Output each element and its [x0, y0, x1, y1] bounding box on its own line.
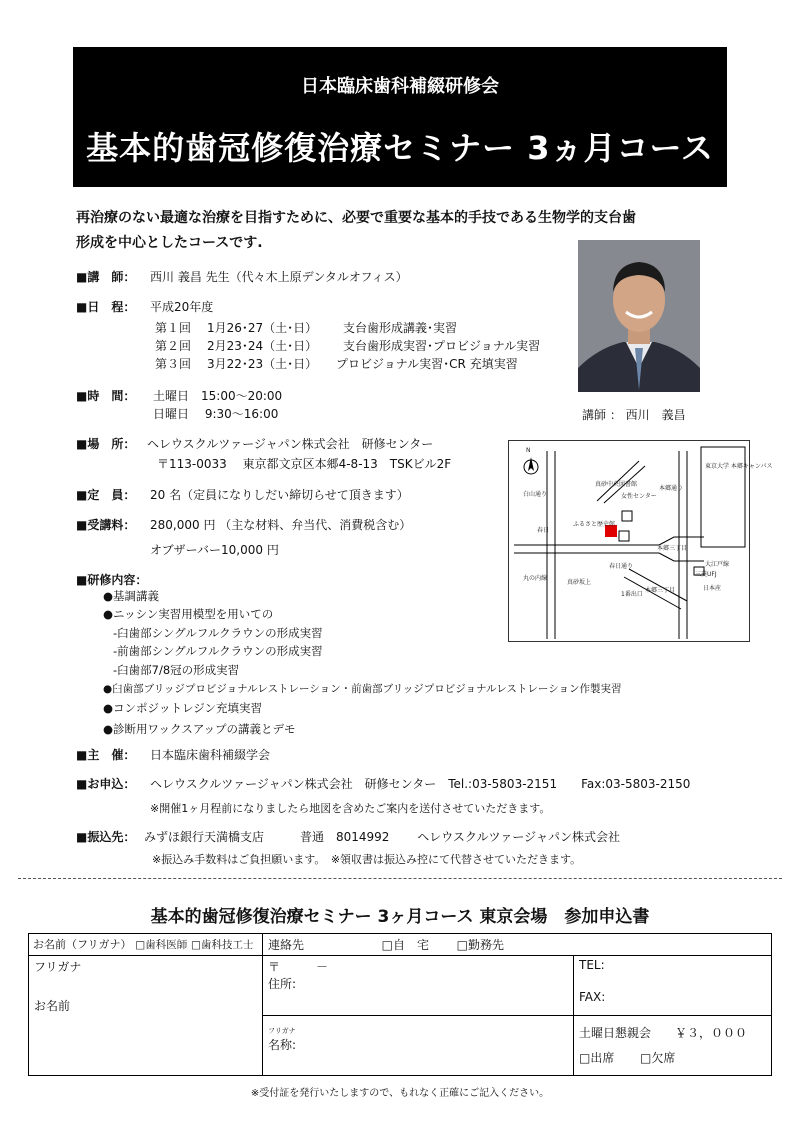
- attend-checkbox[interactable]: □出席: [579, 1051, 615, 1065]
- map-label: 真砂坂上: [567, 579, 592, 586]
- instructor-value: 西川 義昌 先生（代々木上原デンタルオフィス）: [150, 270, 408, 284]
- content-item: ●コンポジットレジン充填実習: [103, 701, 262, 715]
- map-label: 丸の内線: [523, 575, 548, 582]
- apply-note: ※開催1ヶ月程前になりましたら地図を含めたご案内を送付させていただきます。: [150, 802, 551, 815]
- session-date: 2月23･24（土･日）: [207, 339, 318, 353]
- company-ruby: フリガナ: [268, 1027, 296, 1035]
- map-label: 春日通り: [609, 563, 634, 570]
- absent-checkbox[interactable]: □欠席: [640, 1051, 676, 1065]
- home-checkbox[interactable]: □自 宅: [381, 938, 430, 952]
- company-label: 名称:: [268, 1038, 297, 1052]
- content-item: ●臼歯部ブリッジプロビジョナルレストレーション・前歯部ブリッジプロビジョナルレストレーション作製実習: [103, 683, 622, 695]
- content-item: -臼歯部7/8冠の形成実習: [113, 663, 240, 677]
- map-label: 女性センター: [621, 493, 657, 500]
- content-item: ●診断用ワックスアップの講義とデモ: [103, 722, 296, 736]
- map-label: 大江戸線: [705, 561, 730, 568]
- address-label: 住所:: [268, 977, 297, 991]
- map-label: 本郷三丁目: [657, 545, 688, 552]
- fee-label: ■受講料：: [76, 518, 136, 532]
- instructor-label: ■講 師：: [76, 270, 136, 284]
- company-cell[interactable]: [263, 1016, 574, 1076]
- sponsor-value: 日本臨床歯科補綴学会: [150, 748, 271, 762]
- venue-map: [508, 440, 773, 642]
- content-item: ●ニッシン実習用模型を用いての: [103, 607, 274, 621]
- capacity-label: ■定 員：: [76, 488, 136, 502]
- organizer-title: 日本臨床歯科補綴研修会: [301, 76, 499, 97]
- map-label: 東京大学 本郷キャンパス: [705, 463, 773, 470]
- bank-value: みずほ銀行天満橋支店 普通 8014992 ヘレウスクルツァージャパン株式会社: [144, 830, 620, 844]
- dentist-checkbox[interactable]: □歯科医師: [135, 939, 188, 951]
- schedule-label: ■日 程：: [76, 300, 136, 314]
- party-cell[interactable]: [574, 1016, 772, 1076]
- session-number: 第１回: [155, 321, 192, 335]
- map-label: 真砂中央図書館: [595, 481, 638, 488]
- header-banner: [73, 47, 727, 187]
- map-label: 本郷三丁目: [645, 587, 676, 594]
- application-form: [28, 933, 772, 1076]
- content-label: ■研修内容：: [76, 573, 148, 587]
- map-label: 白山通り: [523, 491, 548, 498]
- postal-label: 〒 －: [268, 960, 329, 974]
- map-label: 三菱UFJ: [695, 571, 717, 578]
- party-label: 土曜日懇親会 ￥３，０００: [579, 1026, 748, 1040]
- map-label: 本郷通り: [659, 485, 684, 492]
- name-cell[interactable]: [29, 956, 263, 1076]
- observer-fee: オブザーバー10,000 円: [150, 543, 279, 557]
- schedule-year: 平成20年度: [150, 300, 214, 314]
- map-label: N: [526, 447, 531, 454]
- instructor-photo: [578, 240, 700, 392]
- technician-checkbox[interactable]: □歯科技工士: [191, 939, 254, 951]
- bank-note: ※振込み手数料はご負担願います。 ※領収書は振込み控にて代替させていただきます。: [152, 853, 582, 866]
- session-topic: 支台歯形成実習･プロビジョナル実習: [343, 339, 541, 353]
- session-topic: 支台歯形成講義･実習: [343, 321, 458, 335]
- name-label: お名前: [34, 999, 71, 1013]
- fax-label: FAX:: [579, 990, 606, 1004]
- name-header-cell: [29, 934, 263, 956]
- seminar-title: 基本的歯冠修復治療セミナー 3ヵ月コース: [86, 129, 714, 167]
- form-title: 基本的歯冠修復治療セミナー 3ヶ月コース 東京会場 参加申込書: [150, 907, 650, 927]
- venue-label: ■場 所：: [76, 437, 136, 451]
- intro-line-1: 再治療のない最適な治療を目指すために、必要で重要な基本的手技である生物学的支台歯: [76, 210, 636, 226]
- content-item: -臼歯部シングルフルクラウンの形成実習: [113, 626, 323, 640]
- content-item: -前歯部シングルフルクラウンの形成実習: [113, 644, 323, 658]
- time-label: ■時 間：: [76, 389, 136, 403]
- session-topic: プロビジョナル実習･CR 充填実習: [336, 357, 518, 371]
- tel-fax-cell[interactable]: [574, 956, 772, 1016]
- venue-name: ヘレウスクルツァージャパン株式会社 研修センター: [147, 437, 434, 451]
- session-number: 第３回: [155, 357, 192, 371]
- fee-value: 280,000 円 （主な材料、弁当代、消費税含む）: [150, 518, 412, 532]
- capacity-value: 20 名（定員になりしだい締切らせて頂きます）: [150, 488, 409, 502]
- session-date: 3月22･23（土･日）: [207, 357, 318, 371]
- contact-header-cell: [263, 934, 772, 956]
- form-note: ※受付証を発行いたしますので、もれなく正確にご記入ください。: [250, 1088, 550, 1099]
- map-label: ふるさと歴史館: [573, 521, 616, 528]
- time-sunday: 日曜日 9:30～16:00: [153, 407, 279, 421]
- content-item: ●基調講義: [103, 589, 160, 603]
- name-header: お名前（フリガナ）: [33, 938, 132, 951]
- session-date: 1月26･27（土･日）: [207, 321, 318, 335]
- intro-line-2: 形成を中心としたコースです.: [76, 235, 263, 251]
- tel-label: TEL:: [579, 958, 605, 972]
- address-cell[interactable]: [263, 956, 574, 1016]
- contact-header: 連絡先: [268, 938, 305, 952]
- session-number: 第２回: [155, 339, 192, 353]
- apply-value: ヘレウスクルツァージャパン株式会社 研修センター Tel.:03-5803-2151 Fax:03-5803-2150: [150, 777, 691, 791]
- map-label: 1番出口: [621, 591, 643, 598]
- time-saturday: 土曜日 15:00～20:00: [153, 389, 283, 403]
- map-label: 日本産: [703, 585, 722, 592]
- furigana-label: フリガナ: [34, 960, 82, 974]
- work-checkbox[interactable]: □勤務先: [456, 938, 505, 952]
- photo-caption: 講師 ： 西川 義昌: [582, 408, 686, 422]
- sponsor-label: ■主 催：: [76, 748, 136, 762]
- map-label: 春日: [537, 527, 550, 534]
- cut-line: [18, 878, 782, 879]
- bank-label: ■振込先：: [76, 830, 136, 844]
- apply-label: ■お申込：: [76, 777, 136, 791]
- venue-address: 〒113-0033 東京都文京区本郷4-8-13 TSKビル2F: [157, 457, 452, 471]
